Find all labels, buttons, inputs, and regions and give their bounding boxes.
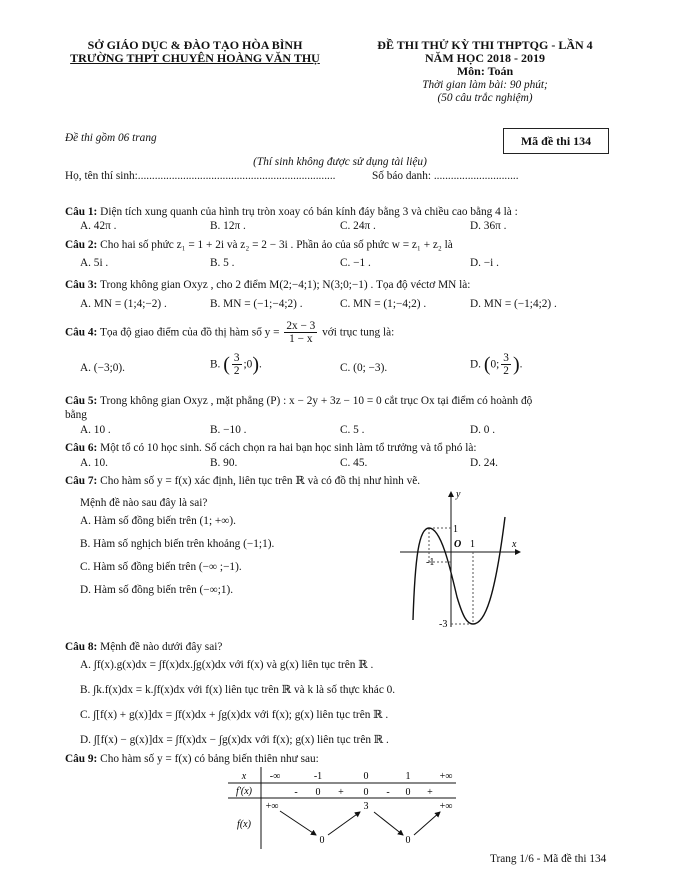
question-text: Cho hàm số y = f(x) xác định, liên tục trên ℝ và có đồ thị như hình vẽ. xyxy=(100,475,421,487)
q7-option-d[interactable]: D. Hàm số đồng biến trên (−∞;1). xyxy=(80,584,234,596)
f-value-top: +∞ xyxy=(265,801,279,812)
exam-code-box xyxy=(503,128,609,154)
f-value-bottom: 0 xyxy=(319,835,325,846)
school-year: NĂM HỌC 2018 - 2019 xyxy=(425,51,545,65)
q1-option-a[interactable]: A. 42π . xyxy=(80,220,117,232)
no-documents-note: (Thí sinh không được sử dụng tài liệu) xyxy=(253,156,427,168)
q6-option-c[interactable]: C. 45. xyxy=(340,457,368,469)
q5-option-c[interactable]: C. 5 . xyxy=(340,424,365,436)
f-value-top: +∞ xyxy=(439,801,453,812)
q6-option-a[interactable]: A. 10. xyxy=(80,457,108,469)
q4-option-c[interactable]: C. (0; −3). xyxy=(340,362,388,374)
row-label-fprime: f'(x) xyxy=(235,786,253,797)
increase-arrow xyxy=(328,812,360,835)
q6-option-d[interactable]: D. 24. xyxy=(470,457,498,469)
sign: - xyxy=(294,787,298,798)
question-6 xyxy=(65,441,477,455)
x-value: 0 xyxy=(363,771,369,782)
decrease-arrow xyxy=(280,811,316,835)
q8-option-c[interactable]: C. ∫[f(x) + g(x)]dx = ∫f(x)dx + ∫g(x)dx với f(x); g(x) liên tục trên ℝ . xyxy=(80,709,389,721)
question-label: Câu 6: xyxy=(65,442,98,454)
increase-arrow xyxy=(414,812,440,835)
q7-option-a[interactable]: A. Hàm số đồng biến trên (1; +∞). xyxy=(80,515,236,527)
question-text: Cho hàm số y = f(x) có bảng biến thiên như sau: xyxy=(100,753,319,765)
q3-option-d[interactable]: D. MN = (−1;4;2) . xyxy=(470,298,557,310)
f-value-bottom: 0 xyxy=(405,835,411,846)
exam-code: Mã đề thi 134 xyxy=(520,133,592,148)
q1-option-b[interactable]: B. 12π . xyxy=(210,220,246,232)
question-label: Câu 5: xyxy=(65,395,98,407)
question-5 xyxy=(65,394,532,408)
question-label: Câu 8: xyxy=(65,641,98,653)
question-text: Diện tích xung quanh của hình trụ tròn xoay có bán kính đáy bằng 3 và chiều cao bằng 4 là : xyxy=(100,206,518,218)
q2-option-a[interactable]: A. 5i . xyxy=(80,257,109,269)
question-text: Tọa độ giao điểm của đồ thị hàm số y = xyxy=(99,326,280,339)
question-label: Câu 7: xyxy=(65,475,98,487)
q8-option-a[interactable]: A. ∫f(x).g(x)dx = ∫f(x)dx.∫g(x)dx với f(x) và g(x) liên tục trên ℝ . xyxy=(80,659,374,671)
q5-option-d[interactable]: D. 0 . xyxy=(470,424,496,436)
graph-curve xyxy=(413,517,505,624)
q3-option-a[interactable]: A. MN = (1;4;−2) . xyxy=(80,298,167,310)
decrease-arrow xyxy=(374,812,403,835)
sign: 0 xyxy=(405,787,411,798)
q3-option-c[interactable]: C. MN = (1;−4;2) . xyxy=(340,298,427,310)
sign: + xyxy=(338,787,344,798)
q7-prompt: Mệnh đề nào sau đây là sai? xyxy=(80,497,208,509)
page-footer: Trang 1/6 - Mã đề thi 134 xyxy=(490,853,607,865)
exam-title: ĐỀ THI THỬ KỲ THI THPTQG - LẦN 4 xyxy=(377,38,593,52)
question-text: Cho hai số phức z₁ = 1 + 2i và z₂ = 2 − 3i . Phần ảo của số phức w = z₁ + z₂ là xyxy=(100,239,453,251)
x-value: +∞ xyxy=(439,771,453,782)
question-label: Câu 1: xyxy=(65,206,98,218)
question-4 xyxy=(65,320,394,346)
sign: 0 xyxy=(315,787,321,798)
candidate-number-line: Số báo danh: .............................. xyxy=(372,170,519,182)
sign: + xyxy=(427,787,433,798)
question-text: Mệnh đề nào dưới đây sai? xyxy=(100,641,223,653)
origin-label: O xyxy=(454,539,462,550)
question-label: Câu 9: xyxy=(65,753,98,765)
candidate-name-line: Họ, tên thí sinh:...................................................................... xyxy=(65,170,336,182)
variation-table xyxy=(228,767,458,849)
question-label: Câu 2: xyxy=(65,239,98,251)
q2-option-d[interactable]: D. −i . xyxy=(470,257,499,269)
question-text-end: với trục tung là: xyxy=(322,326,395,339)
question-8 xyxy=(65,640,222,654)
x-tick-1: 1 xyxy=(470,539,475,550)
function-graph xyxy=(395,487,525,632)
question-label: Câu 3: xyxy=(65,279,98,291)
question-count: (50 câu trắc nghiệm) xyxy=(437,92,533,104)
question-3 xyxy=(65,278,470,292)
q8-option-b[interactable]: B. ∫k.f(x)dx = k.∫f(x)dx với f(x) liên tục trên ℝ và k là số thực khác 0. xyxy=(80,684,396,696)
q4-option-b[interactable]: B. ( $\frac{3}{2}$ ;0). xyxy=(210,352,262,378)
q5-option-a[interactable]: A. 10 . xyxy=(80,424,111,436)
q2-option-c[interactable]: C. −1 . xyxy=(340,257,371,269)
x-value: -1 xyxy=(313,771,323,782)
q7-option-c[interactable]: C. Hàm số đồng biến trên (−∞ ;−1). xyxy=(80,561,242,573)
sign: 0 xyxy=(363,787,369,798)
q4-option-a[interactable]: A. (−3;0). xyxy=(80,362,125,374)
q7-option-b[interactable]: B. Hàm số nghịch biến trên khoảng (−1;1). xyxy=(80,538,275,550)
y-tick-minus-3: -3 xyxy=(439,619,448,630)
time-limit: Thời gian làm bài: 90 phút; xyxy=(422,79,548,91)
question-2 xyxy=(65,238,453,252)
q8-option-d[interactable]: D. ∫[f(x) − g(x)]dx = ∫f(x)dx − ∫g(x)dx với f(x); g(x) liên tục trên ℝ . xyxy=(80,734,389,746)
q5-option-b[interactable]: B. −10 . xyxy=(210,424,247,436)
row-label-x: x xyxy=(241,771,247,782)
y-tick-1: 1 xyxy=(453,524,458,535)
x-value: 1 xyxy=(405,771,411,782)
question-1 xyxy=(65,205,518,219)
sign: - xyxy=(386,787,390,798)
question-7 xyxy=(65,474,420,488)
x-axis-label: x xyxy=(512,539,517,550)
question-text: Trong không gian Oxyz , mặt phẳng (P) : x − 2y + 3z − 10 = 0 cắt trục Ox tại điểm có hoành độ xyxy=(99,395,533,407)
question-9 xyxy=(65,752,319,766)
f-value-top: 3 xyxy=(363,801,369,812)
q2-option-b[interactable]: B. 5 . xyxy=(210,257,235,269)
department-name: SỞ GIÁO DỤC & ĐÀO TẠO HÒA BÌNH xyxy=(87,38,303,52)
question-text: Một tổ có 10 học sinh. Số cách chọn ra hai bạn học sinh làm tổ trưởng và tổ phó là: xyxy=(100,442,477,454)
tick-minus-1: -1 xyxy=(426,557,435,568)
x-value: -∞ xyxy=(269,771,281,782)
school-name: TRƯỜNG THPT CHUYÊN HOÀNG VĂN THỤ xyxy=(70,51,320,65)
subject: Môn: Toán xyxy=(456,64,514,78)
function-fraction: $\frac{2x - 3}{1 - x}$ xyxy=(286,320,316,346)
question-5-cont: bằng xyxy=(65,409,87,421)
q4-option-d[interactable]: D. (0; $\frac{3}{2}$ ). xyxy=(470,352,523,378)
q1-option-d[interactable]: D. 36π . xyxy=(470,220,507,232)
question-text: Trong không gian Oxyz , cho 2 điểm M(2;−4;1); N(3;0;−1) . Tọa độ véctơ MN là: xyxy=(99,279,471,291)
q3-option-b[interactable]: B. MN = (−1;−4;2) . xyxy=(210,298,303,310)
question-label: Câu 4: xyxy=(65,326,98,339)
pages-note: Đề thi gồm 06 trang xyxy=(65,132,157,144)
q6-option-b[interactable]: B. 90. xyxy=(210,457,238,469)
row-label-f: f(x) xyxy=(237,819,251,830)
y-axis-label: y xyxy=(456,489,461,500)
q1-option-c[interactable]: C. 24π . xyxy=(340,220,376,232)
